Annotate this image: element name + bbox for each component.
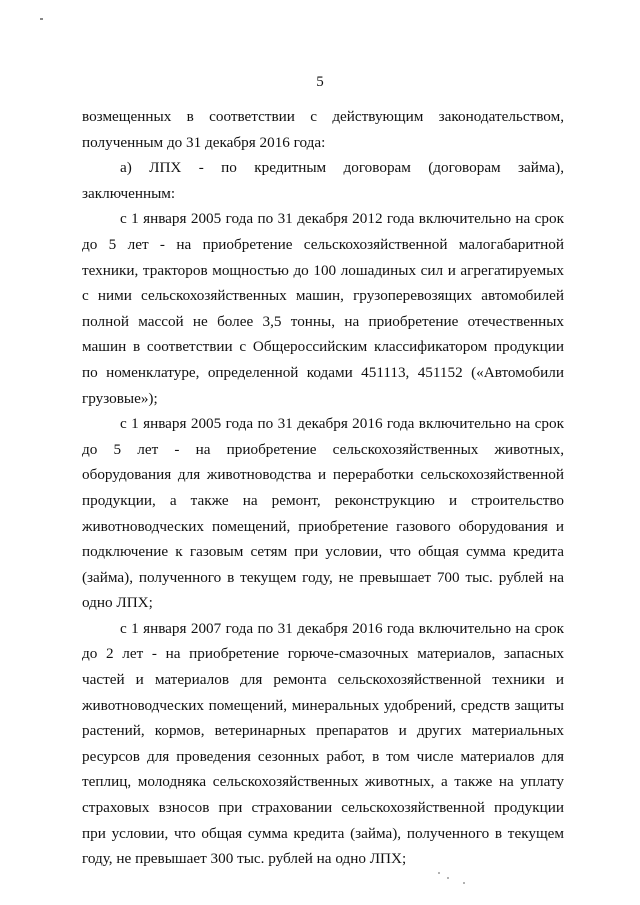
scan-speck bbox=[438, 872, 440, 874]
page-number: 5 bbox=[316, 74, 324, 90]
body-text bbox=[82, 104, 564, 872]
paragraph-2005-2016: с 1 января 2005 года по 31 декабря 2016 года включительно на срок до 5 лет - на приобретение сельскохозяйственных животных, оборудования для животноводства и переработки сельскохозяйственной продукции, а также на ремонт, реконструкцию и строительство животноводческих помещений, приобретение газового оборудования и подключение к газовым сетям при условии, что общая сумма кредита (займа), полученного в текущем году, не превышает 700 тыс. рублей на одно ЛПХ; bbox=[82, 415, 564, 612]
scan-speck bbox=[447, 877, 449, 879]
paragraph-item-a: а) ЛПХ - по кредитным договорам (договорам займа), заключенным: bbox=[82, 159, 564, 202]
paragraph-2007-2016: с 1 января 2007 года по 31 декабря 2016 года включительно на срок до 2 лет - на приобретение горюче-смазочных материалов, запасных частей и материалов для ремонта сельскохозяйственной техники и животноводческих помещений, минеральных удобрений, средств защиты растений, кормов, ветеринарных препаратов и других материальных ресурсов для проведения сезонных работ, в том числе материалов для теплиц, молодняка сельскохозяйственных животных, а также на уплату страховых взносов при страховании сельскохозяйственной продукции при условии, что общая сумма кредита (займа), полученного в текущем году, не превышает 300 тыс. рублей на одно ЛПХ; bbox=[82, 619, 564, 868]
paragraph-2005-2012: с 1 января 2005 года по 31 декабря 2012 года включительно на срок до 5 лет - на приобретение сельскохозяйственной малогабаритной техники, тракторов мощностью до 100 лошадиных сил и агрегатируемых с ними сельскохозяйственных машин, грузоперевозящих автомобилей полной массой не более 3,5 тонны, на приобретение отечественных машин в соответствии с Общероссийским классификатором продукции по номенклатуре, определенной кодами 451113, 451152 («Автомобили грузовые»); bbox=[82, 210, 564, 407]
scan-speck bbox=[463, 882, 465, 884]
scan-mark bbox=[40, 18, 43, 20]
paragraph-continuation: возмещенных в соответствии с действующим законодательством, полученным до 31 декабря 2016 года: bbox=[82, 108, 564, 151]
